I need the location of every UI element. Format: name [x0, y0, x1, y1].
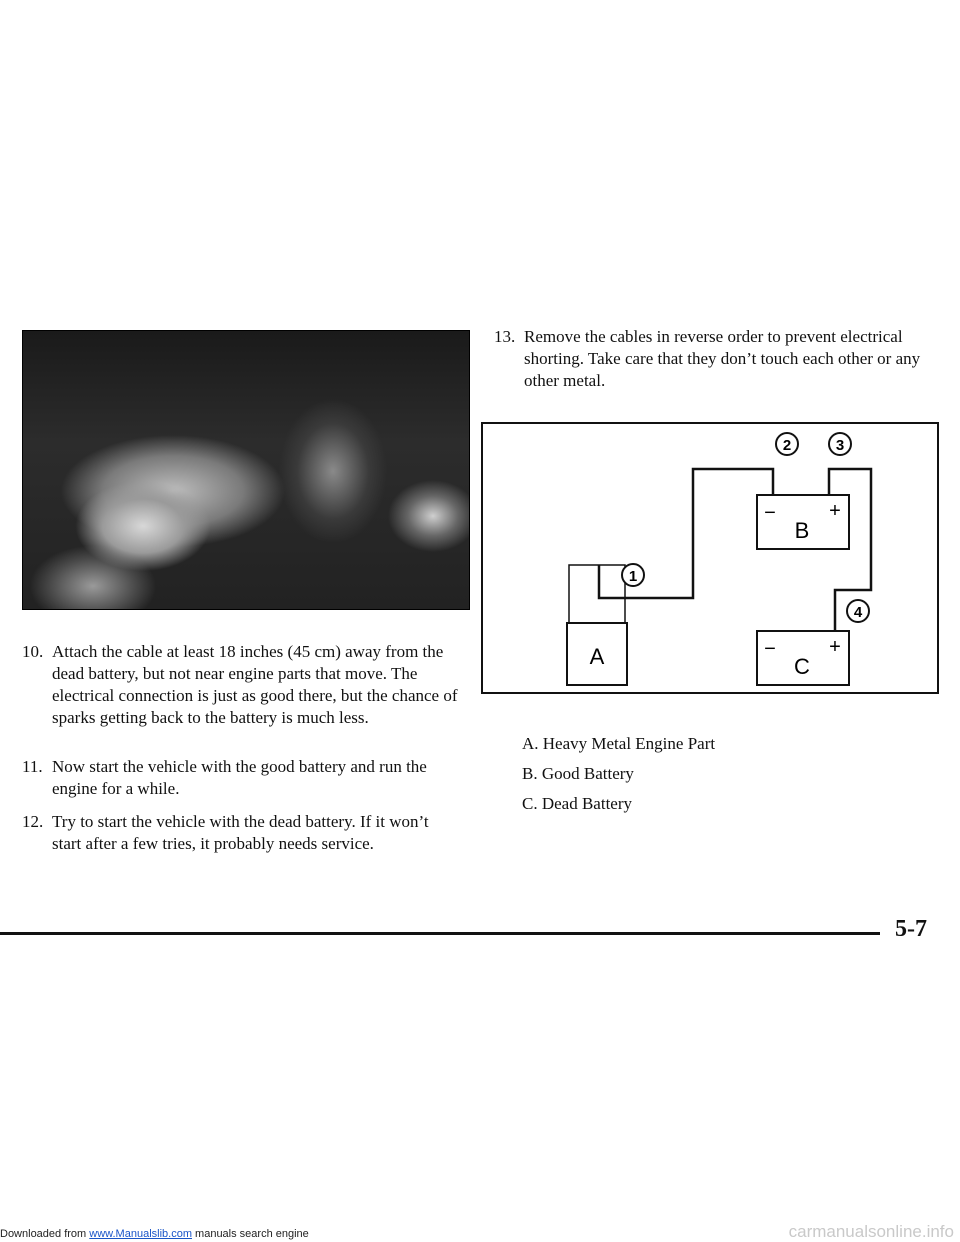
jumper-cable-diagram [481, 422, 939, 694]
engine-part-a-label: A [589, 644, 605, 669]
step-10 [22, 641, 462, 729]
manualslib-link[interactable]: www.Manualslib.com [89, 1228, 192, 1240]
footer-suffix: manuals search engine [191, 1228, 309, 1240]
step-number: 12. [22, 812, 44, 831]
callout-3-label: 3 [835, 437, 845, 454]
step-number: 11. [22, 757, 43, 776]
download-footer [0, 1228, 309, 1240]
legend-item-c: C. Dead Battery [522, 794, 632, 813]
footer-prefix: Downloaded from [0, 1228, 90, 1240]
battery-c-plus: + [829, 636, 841, 658]
legend-item-b: B. Good Battery [522, 764, 634, 783]
step-number: 10. [22, 642, 44, 661]
step-number: 13. [494, 327, 516, 346]
step-text: Now start the vehicle with the good battery and run the engine for a while. [52, 757, 427, 798]
page-rule [0, 932, 880, 935]
battery-b-plus: + [829, 500, 841, 522]
step-text: Remove the cables in reverse order to prevent electrical shorting. Take care that they don’t touch each other or any other metal. [524, 327, 921, 390]
diagram-svg [483, 424, 937, 692]
callout-1-label: 1 [628, 568, 638, 585]
legend-item-a: A. Heavy Metal Engine Part [522, 734, 716, 753]
battery-b-minus: − [764, 502, 776, 524]
callout-2-label: 2 [782, 437, 792, 454]
callout-4-label: 4 [853, 604, 863, 621]
page-number: 5-7 [895, 916, 927, 942]
engine-part-post [569, 565, 625, 623]
step-text: Try to start the vehicle with the dead battery. If it won’t start after a few tries, it probably needs service. [52, 812, 429, 853]
diagram-legend [522, 729, 715, 819]
engine-photo [22, 330, 470, 610]
battery-b-label: B [794, 518, 810, 543]
battery-c-minus: − [764, 638, 776, 660]
step-text: Attach the cable at least 18 inches (45 cm) away from the dead battery, but not near engine parts that move. The electrical connection is just as good there, but the chance of sparks getting back to the battery is much less. [52, 642, 458, 727]
step-12 [22, 811, 442, 855]
battery-c-label: C [794, 654, 810, 679]
step-13 [494, 326, 934, 392]
step-11 [22, 756, 462, 800]
watermark: carmanualsonline.info [788, 1222, 954, 1241]
